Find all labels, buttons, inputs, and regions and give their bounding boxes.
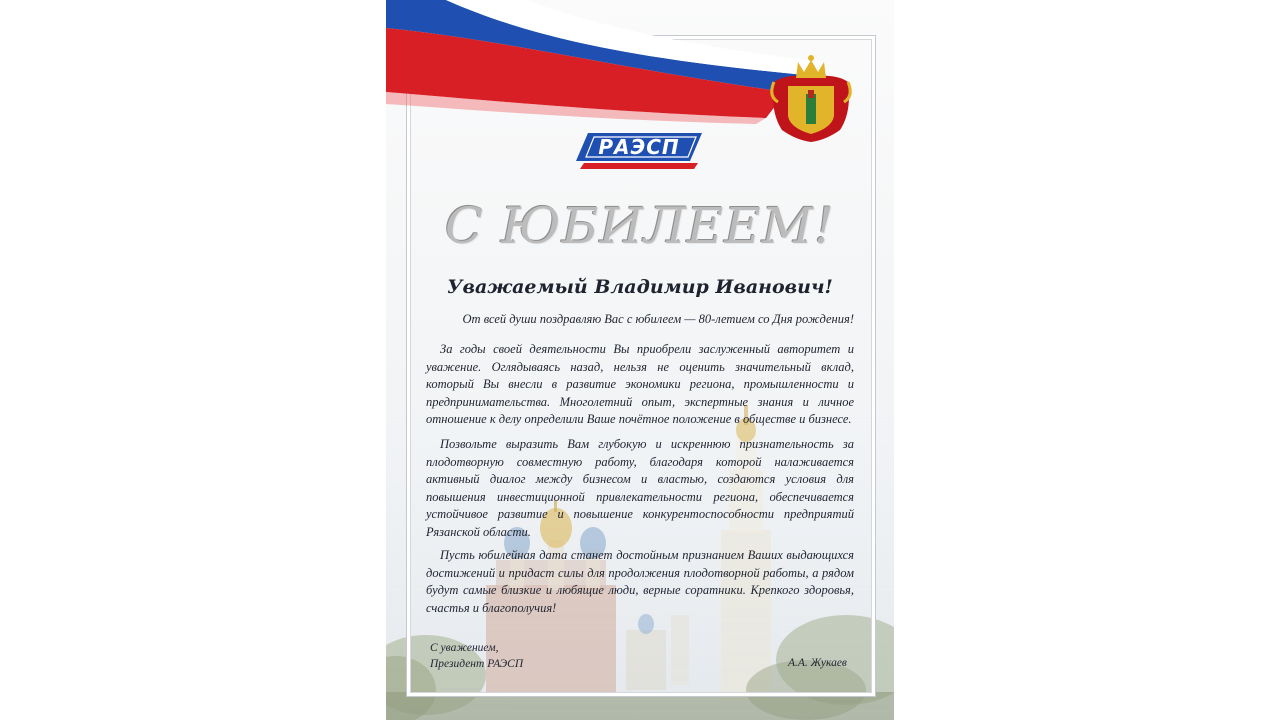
lead-sentence: От всей души поздравляю Вас с юбилеем — 80-летием со Дня рождения! <box>462 312 854 326</box>
signature-position: Президент РАЭСП <box>430 658 524 670</box>
signature-name: А.А. Жукаев <box>788 657 847 669</box>
greeting-heading: Уважаемый Владимир Иванович! <box>447 276 833 298</box>
raesp-logo <box>576 133 702 173</box>
body-paragraph: Пусть юбилейная дата станет достойным признанием Ваших выдающихся достижений и придаст силы для продолжения плодотворной работы, а рядом будут самые близкие и любящие люди, верные соратники. Крепкого здоровья, счастья и благополучия! <box>426 548 854 615</box>
greeting-letter <box>386 0 894 720</box>
body-paragraph: Позвольте выразить Вам глубокую и искреннюю признательность за плодотворную совместную работу, благодаря которой налаживается активный диалог между бизнесом и властью, создаются условия для повышения инвестиционной привлекательности региона, обеспечивается устойчивое развитие и повышение конкурентоспособности предприятий Рязанской области. <box>426 437 854 539</box>
page-title: С ЮБИЛЕЕМ! <box>444 197 836 255</box>
signature-block <box>430 640 523 672</box>
body-paragraph: За годы своей деятельности Вы приобрели заслуженный авторитет и уважение. Оглядываясь назад, нельзя не оценить значительный вклад, который Вы внесли в развитие экономики региона, промышленности и предпринимательства. Многолетний опыт, экспертные знания и личное отношение к делу определили Ваше почётное положение в обществе и бизнесе. <box>426 342 854 426</box>
signature-closing: С уважением, <box>430 642 499 654</box>
ryazan-coat-of-arms-icon <box>768 52 854 144</box>
logo-text: РАЭСП <box>598 135 680 159</box>
